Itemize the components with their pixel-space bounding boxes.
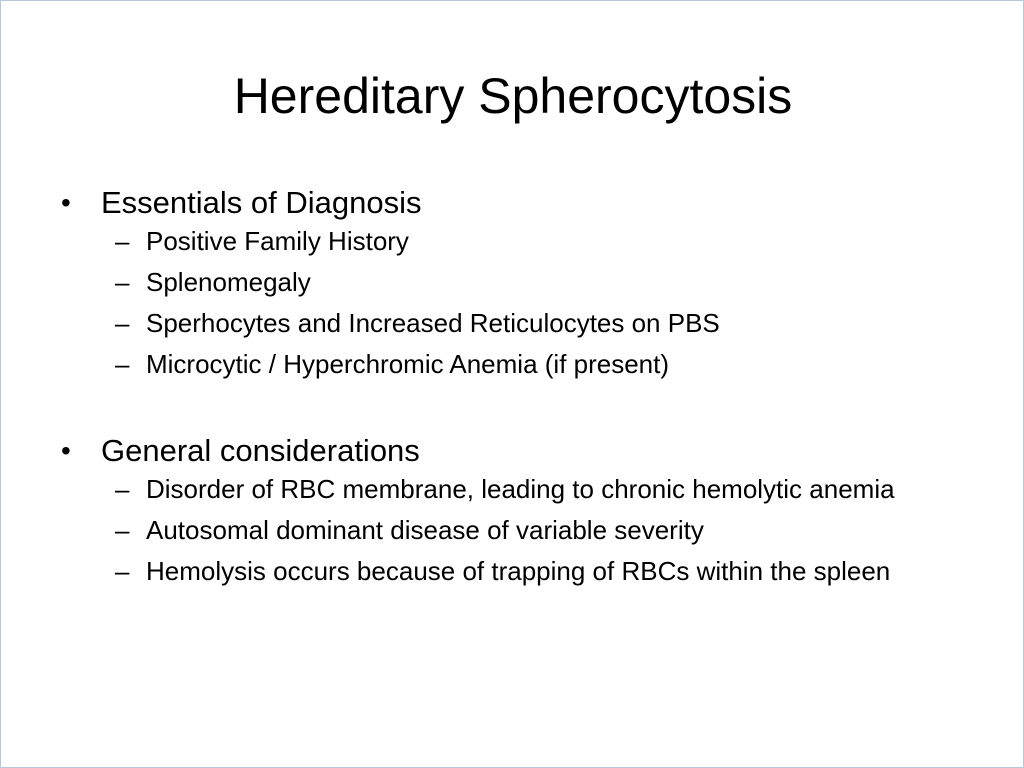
list-item-text: Disorder of RBC membrane, leading to chronic hemolytic anemia (146, 474, 895, 504)
list-item-text: Splenomegaly (146, 267, 311, 297)
bullet-icon: • (61, 435, 71, 466)
list-item (1, 555, 1024, 588)
section-essentials-of-diagnosis (1, 181, 1024, 389)
bullet-row (1, 429, 1024, 473)
section-heading: Essentials of Diagnosis (101, 185, 422, 220)
dash-icon: – (115, 474, 130, 504)
slide-title: Hereditary Spherocytosis (233, 68, 793, 124)
dash-icon: – (115, 226, 130, 256)
bullet-icon: • (61, 187, 71, 218)
section-heading: General considerations (101, 433, 420, 468)
bullet-row (1, 181, 1024, 225)
list-item-text: Sperhocytes and Increased Reticulocytes on PBS (146, 308, 720, 338)
list-item-text: Autosomal dominant disease of variable severity (146, 515, 704, 545)
list-item-text: Positive Family History (146, 226, 409, 256)
list-item (1, 514, 1024, 547)
list-item (1, 348, 1024, 381)
sub-list (1, 473, 1024, 588)
dash-icon: – (115, 349, 130, 379)
dash-icon: – (115, 308, 130, 338)
list-item (1, 307, 1024, 340)
section-general-considerations (1, 429, 1024, 596)
dash-icon: – (115, 267, 130, 297)
dash-icon: – (115, 515, 130, 545)
list-item-text: Hemolysis occurs because of trapping of RBCs within the spleen (146, 556, 891, 586)
list-item (1, 473, 1024, 506)
list-item-text: Microcytic / Hyperchromic Anemia (if present) (146, 349, 670, 379)
list-item (1, 266, 1024, 299)
list-item (1, 225, 1024, 258)
sub-list (1, 225, 1024, 381)
dash-icon: – (115, 556, 130, 586)
